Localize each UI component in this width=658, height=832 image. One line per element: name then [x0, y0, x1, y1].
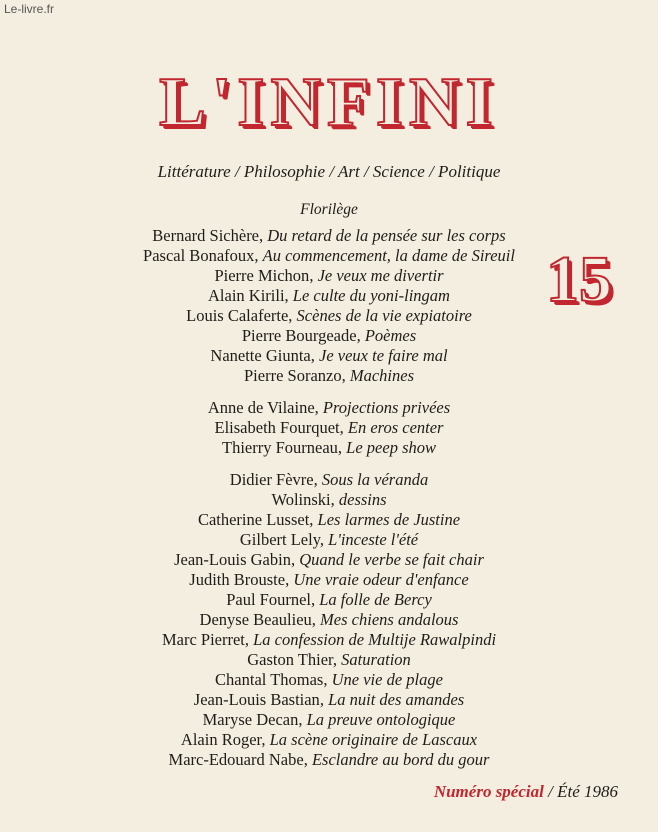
- entry-title: Saturation: [341, 650, 411, 669]
- entry-author: Elisabeth Fourquet: [214, 418, 340, 437]
- entry-author: Anne de Vilaine: [207, 398, 315, 417]
- list-item: Jean-Louis Gabin, Quand le verbe se fait chair: [174, 550, 484, 569]
- entry-author: Wolinski: [271, 490, 331, 509]
- masthead: [0, 64, 658, 141]
- entry-title: En eros center: [347, 418, 444, 437]
- list-item: Pascal Bonafoux, Au commencement, la dame de Sireuil: [143, 246, 515, 265]
- list-item: Thierry Fourneau, Le peep show: [222, 438, 436, 457]
- entry-author: Thierry Fourneau: [222, 438, 338, 457]
- entry-author: Didier Fèvre: [229, 470, 314, 489]
- entry-title: La scène originaire de Lascaux: [269, 730, 478, 749]
- subtitle: Littérature / Philosophie / Art / Science / Politique: [157, 162, 501, 181]
- entry-author: Chantal Thomas: [215, 670, 324, 689]
- entry-author: Pierre Bourgeade: [241, 326, 357, 345]
- contents-group: [0, 226, 658, 386]
- entry-title: Une vraie odeur d'enfance: [293, 570, 469, 589]
- entry-title: Projections privées: [322, 398, 451, 417]
- list-item: Pierre Michon, Je veux me divertir: [214, 266, 444, 285]
- issue-footer: [434, 782, 618, 802]
- entry-title: Esclandre au bord du gour: [311, 750, 490, 769]
- list-item: Paul Fournel, La folle de Bercy: [226, 590, 432, 609]
- list-item: Didier Fèvre, Sous la véranda: [229, 470, 429, 489]
- entry-title: Au commencement, la dame de Sireuil: [262, 246, 515, 265]
- entry-author: Pascal Bonafoux: [143, 246, 255, 265]
- entry-title: La nuit des amandes: [328, 690, 465, 709]
- list-item: Jean-Louis Bastian, La nuit des amandes: [193, 690, 465, 709]
- list-item: Marc-Edouard Nabe, Esclandre au bord du gour: [168, 750, 490, 769]
- entry-title: La confession de Multije Rawalpindi: [253, 630, 497, 649]
- list-item: Pierre Soranzo, Machines: [244, 366, 414, 385]
- list-item: Marc Pierret, La confession de Multije Rawalpindi: [161, 630, 497, 649]
- entry-author: Denyse Beaulieu: [199, 610, 312, 629]
- entry-author: Jean-Louis Gabin: [174, 550, 291, 569]
- entry-title: dessins: [338, 490, 387, 509]
- entry-author: Alain Roger: [180, 730, 262, 749]
- entry-title: Quand le verbe se fait chair: [299, 550, 484, 569]
- entry-title: Le culte du yoni-lingam: [292, 286, 450, 305]
- entry-author: Bernard Sichère: [152, 226, 260, 245]
- table-of-contents: [0, 200, 658, 782]
- entry-author: Jean-Louis Bastian: [193, 690, 320, 709]
- entry-author: Alain Kirili: [208, 286, 285, 305]
- list-item: Anne de Vilaine, Projections privées: [207, 398, 451, 417]
- entry-title: Je veux te faire mal: [319, 346, 448, 365]
- watermark: Le-livre.fr: [4, 2, 55, 16]
- entry-title: Scènes de la vie expiatoire: [296, 306, 472, 325]
- footer-separator: /: [543, 782, 558, 801]
- list-item: Louis Calaferte, Scènes de la vie expiatoire: [186, 306, 472, 325]
- list-item: Bernard Sichère, Du retard de la pensée sur les corps: [152, 226, 506, 245]
- entry-title: Je veux me divertir: [317, 266, 444, 285]
- entry-title: Du retard de la pensée sur les corps: [267, 226, 506, 245]
- entry-title: La preuve ontologique: [306, 710, 456, 729]
- list-item: Gaston Thier, Saturation: [247, 650, 411, 669]
- entry-author: Marc Pierret: [161, 630, 245, 649]
- issue-season: Été 1986: [557, 782, 618, 801]
- entry-author: Pierre Michon: [214, 266, 310, 285]
- entry-author: Nanette Giunta: [210, 346, 311, 365]
- entry-author: Judith Brouste: [189, 570, 286, 589]
- list-item: Nanette Giunta, Je veux te faire mal: [210, 346, 448, 365]
- entry-title: La folle de Bercy: [319, 590, 432, 609]
- entry-title: Sous la véranda: [321, 470, 429, 489]
- entry-author: Paul Fournel: [226, 590, 311, 609]
- entry-title: Une vie de plage: [331, 670, 443, 689]
- entry-title: L'inceste l'été: [328, 530, 419, 549]
- issue-number: 15: [546, 243, 612, 316]
- entry-author: Pierre Soranzo: [244, 366, 342, 385]
- entry-title: Les larmes de Justine: [317, 510, 461, 529]
- magazine-title: L'INFINI: [159, 64, 499, 141]
- list-item: Gilbert Lely, L'inceste l'été: [239, 530, 419, 549]
- entry-title: Mes chiens andalous: [320, 610, 459, 629]
- contents-group: [0, 470, 658, 770]
- list-item: Alain Kirili, Le culte du yoni-lingam: [208, 286, 450, 305]
- list-item: Denyse Beaulieu, Mes chiens andalous: [199, 610, 459, 629]
- contents-groups: [0, 226, 658, 770]
- list-item: Alain Roger, La scène originaire de Lascaux: [180, 730, 478, 749]
- entry-author: Maryse Decan: [202, 710, 299, 729]
- section-label: Florilège: [300, 201, 358, 218]
- list-item: Elisabeth Fourquet, En eros center: [214, 418, 444, 437]
- contents-group: [0, 398, 658, 458]
- entry-title: Le peep show: [346, 438, 436, 457]
- entry-title: Poèmes: [364, 326, 417, 345]
- entry-title: Machines: [349, 366, 414, 385]
- list-item: Judith Brouste, Une vraie odeur d'enfance: [189, 570, 469, 589]
- list-item: Wolinski, dessins: [271, 490, 387, 509]
- special-issue-label: Numéro spécial: [433, 782, 544, 801]
- entry-author: Marc-Edouard Nabe: [168, 750, 304, 769]
- list-item: Chantal Thomas, Une vie de plage: [215, 670, 443, 689]
- list-item: Maryse Decan, La preuve ontologique: [202, 710, 456, 729]
- entry-author: Gaston Thier: [247, 650, 333, 669]
- entry-author: Louis Calaferte: [186, 306, 289, 325]
- entry-author: Gilbert Lely: [239, 530, 320, 549]
- list-item: Catherine Lusset, Les larmes de Justine: [197, 510, 461, 529]
- list-item: Pierre Bourgeade, Poèmes: [241, 326, 417, 345]
- entry-author: Catherine Lusset: [197, 510, 310, 529]
